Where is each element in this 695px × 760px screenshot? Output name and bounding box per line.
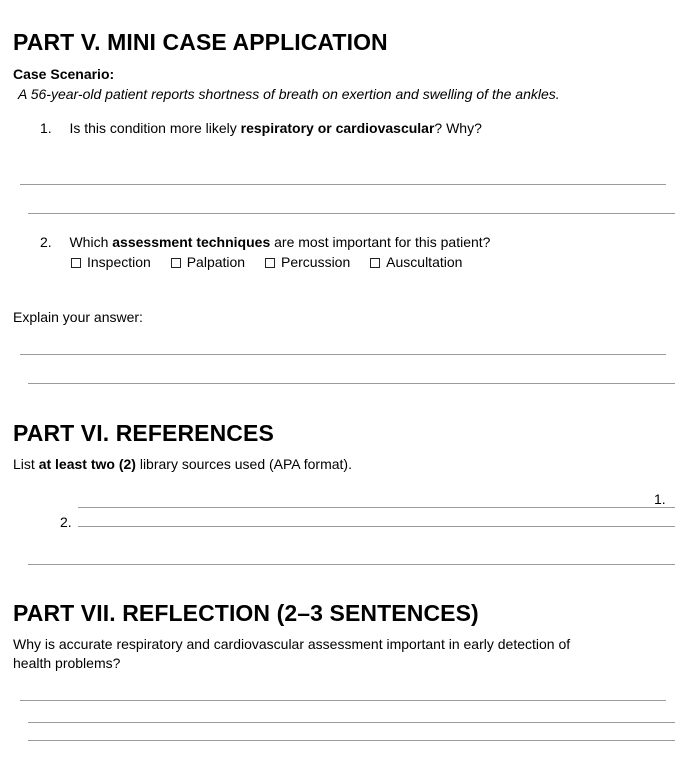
checkbox-icon[interactable] [71, 258, 81, 268]
instructions-end: library sources used (APA format). [135, 456, 352, 472]
option-label: Percussion [281, 254, 351, 270]
reference-2-number: 2. [60, 514, 72, 530]
answer-line[interactable] [20, 700, 666, 701]
answer-line[interactable] [28, 722, 675, 723]
answer-line[interactable] [28, 383, 675, 384]
references-instructions [13, 456, 352, 472]
checkbox-icon[interactable] [370, 258, 380, 268]
question-1 [40, 120, 482, 136]
question-1-text-bold: respiratory or cardiovascular [240, 120, 435, 136]
option-auscultation[interactable] [370, 254, 462, 270]
part-v-title: PART V. MINI CASE APPLICATION [13, 29, 388, 55]
technique-options [71, 254, 478, 270]
answer-line[interactable] [28, 213, 675, 214]
explain-label: Explain your answer: [13, 309, 143, 325]
question-1-text-end: ? Why? [434, 120, 482, 136]
reference-1-number: 1. [654, 491, 666, 507]
question-2-number: 2. [40, 234, 52, 250]
option-label: Palpation [186, 254, 246, 270]
question-2-text-start: Which [69, 234, 113, 250]
question-2-text-end: are most important for this patient? [270, 234, 491, 250]
case-scenario-label: Case Scenario: [13, 66, 115, 82]
checkbox-icon[interactable] [265, 258, 275, 268]
instructions-start: List [13, 456, 39, 472]
answer-line[interactable] [28, 740, 675, 741]
answer-line[interactable] [20, 184, 666, 185]
question-1-number: 1. [40, 120, 52, 136]
instructions-bold: at least two (2) [38, 456, 136, 472]
checkbox-icon[interactable] [171, 258, 181, 268]
part-vi-title: PART VI. REFERENCES [13, 420, 274, 446]
reflection-question-line-1: Why is accurate respiratory and cardiovascular assessment important in early detection of [13, 636, 571, 652]
reference-1-line[interactable] [78, 507, 675, 508]
question-1-text-start: Is this condition more likely [69, 120, 241, 136]
option-label: Inspection [87, 254, 151, 270]
reference-2-line[interactable] [78, 526, 675, 527]
question-2-text-bold: assessment techniques [112, 234, 271, 250]
question-2 [40, 234, 490, 250]
option-label: Auscultation [386, 254, 463, 270]
part-vii-title: PART VII. REFLECTION (2–3 SENTENCES) [13, 600, 479, 626]
option-percussion[interactable] [265, 254, 350, 270]
answer-line[interactable] [20, 354, 666, 355]
case-scenario-text: A 56-year-old patient reports shortness of breath on exertion and swelling of the ankles. [18, 86, 560, 102]
reflection-question-line-2: health problems? [13, 655, 121, 671]
option-inspection[interactable] [71, 254, 151, 270]
option-palpation[interactable] [171, 254, 245, 270]
answer-line[interactable] [28, 564, 675, 565]
